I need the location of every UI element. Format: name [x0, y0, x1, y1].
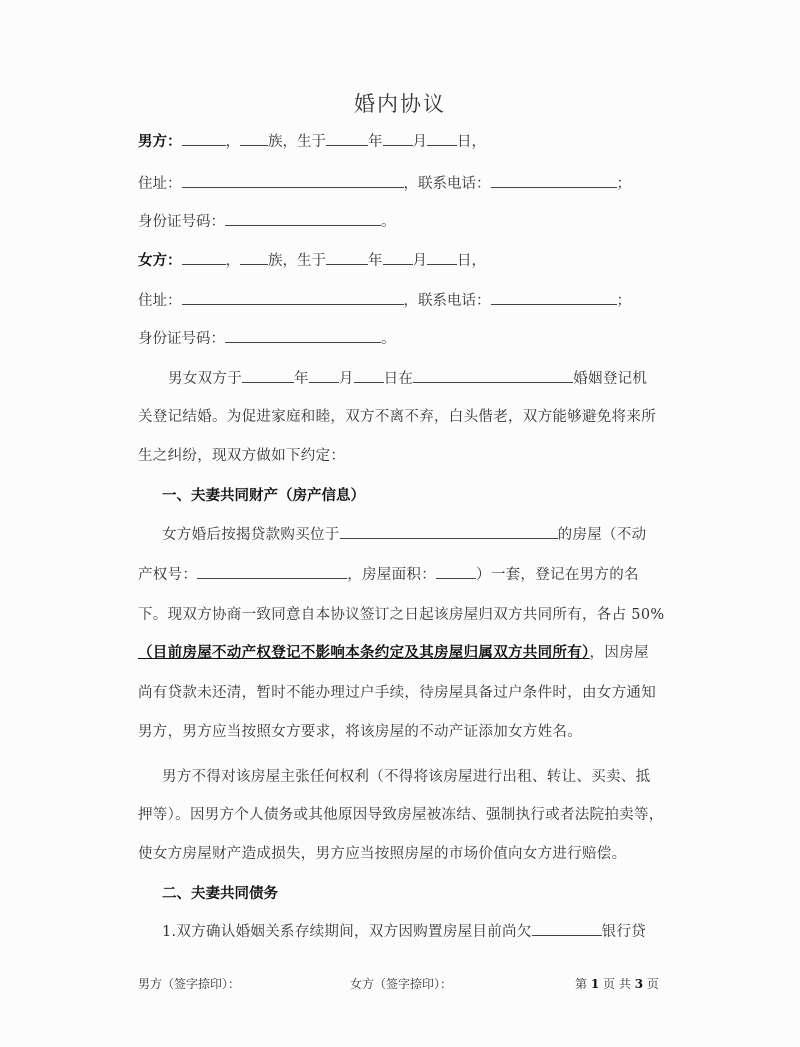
female-name-blank — [182, 250, 226, 265]
property-cert-blank — [197, 564, 347, 579]
male-phone-blank — [491, 173, 617, 188]
footer-male-signature: 男方（签字捺印）： — [138, 977, 241, 991]
male-id-blank — [225, 211, 381, 226]
footer-female-signature: 女方（签字捺印）： — [350, 977, 453, 991]
section1-p1-line-4: （目前房屋不动产权登记不影响本条约定及其房屋归属双方共同所有），因房屋 — [138, 644, 649, 661]
page-indicator: 第 1 页 共 3 页 — [575, 977, 659, 991]
underlined-clause: （目前房屋不动产权登记不影响本条约定及其房屋归属双方共同所有） — [138, 644, 590, 661]
female-address-blank — [182, 290, 404, 305]
intro-line-2: 关登记结婚。为促进家庭和睦，双方不离不弃，白头偕老，双方能够避免将来所 — [138, 409, 656, 425]
section2-heading: 二、夫妻共同债务 — [162, 885, 278, 902]
male-info-line: 男方： ， 族，生于 年 月 日， — [138, 133, 486, 150]
female-id-line: 身份证号码： 。 — [138, 327, 396, 348]
section1-p1-line-5: 尚有贷款未还清，暂时不能办理过户手续，待房屋具备过户条件时，由女方通知 — [138, 685, 656, 701]
female-month-blank — [383, 250, 413, 265]
property-area-blank — [436, 564, 476, 579]
section2-p1-line-1: 1.双方确认婚姻关系存续期间，双方因购置房屋目前尚欠 银行贷 — [162, 920, 687, 941]
property-location-blank — [340, 524, 558, 539]
male-day-blank — [427, 131, 457, 146]
male-address-blank — [182, 173, 404, 188]
female-year-blank — [326, 250, 368, 265]
section1-p2-line-3: 使女方房屋财产造成损失，男方应当按照房屋的市场价值向女方进行赔偿。 — [138, 846, 627, 862]
section1-heading: 一、夫妻共同财产（房产信息） — [162, 487, 365, 504]
marriage-day-blank — [354, 368, 384, 383]
document-title: 婚内协议 — [354, 92, 446, 116]
female-phone-blank — [491, 290, 617, 305]
marriage-month-blank — [309, 368, 339, 383]
marriage-year-blank — [242, 368, 294, 383]
female-id-blank — [225, 328, 381, 343]
male-address-line: 住址： ，联系电话： ； — [138, 172, 631, 193]
section1-p1-line-3: 下。现双方协商一致同意自本协议签订之日起该房屋归双方共同所有，各占 50% — [138, 607, 665, 623]
section1-p2-line-1: 男方不得对该房屋主张任何权利（不得将该房屋进行出租、转让、买卖、抵 — [162, 769, 651, 785]
section1-p1-line-2: 产权号： ，房屋面积： ）一套，登记在男方的名 — [138, 563, 663, 584]
female-info-line: 女方： ， 族，生于 年 月 日， — [138, 252, 486, 269]
registry-office-blank — [413, 368, 573, 383]
section1-p1-line-6: 男方，男方应当按照女方要求，将该房屋的不动产证添加女方姓名。 — [138, 724, 582, 740]
female-label: 女方： — [138, 252, 182, 269]
male-id-line: 身份证号码： 。 — [138, 210, 396, 231]
male-month-blank — [383, 131, 413, 146]
male-ethnicity-blank — [240, 131, 268, 146]
section1-p2-line-2: 押等）。因男方个人债务或其他原因导致房屋被冻结、强制执行或者法院拍卖等， — [138, 807, 664, 823]
male-name-blank — [182, 131, 226, 146]
male-year-blank — [326, 131, 368, 146]
debt-amount-blank — [532, 921, 602, 936]
current-page-number: 1 — [590, 977, 600, 991]
female-address-line: 住址： ，联系电话： ； — [138, 289, 631, 310]
total-page-number: 3 — [634, 977, 644, 991]
female-ethnicity-blank — [240, 250, 268, 265]
intro-line-1: 男女双方于 年 月 日在 婚姻登记机 — [168, 367, 693, 388]
female-day-blank — [427, 250, 457, 265]
male-label: 男方： — [138, 133, 182, 150]
intro-line-3: 生之纠纷，现双方做如下约定： — [138, 448, 346, 464]
section1-p1-line-1: 女方婚后按揭贷款购买位于 的房屋（不动 — [162, 523, 687, 544]
